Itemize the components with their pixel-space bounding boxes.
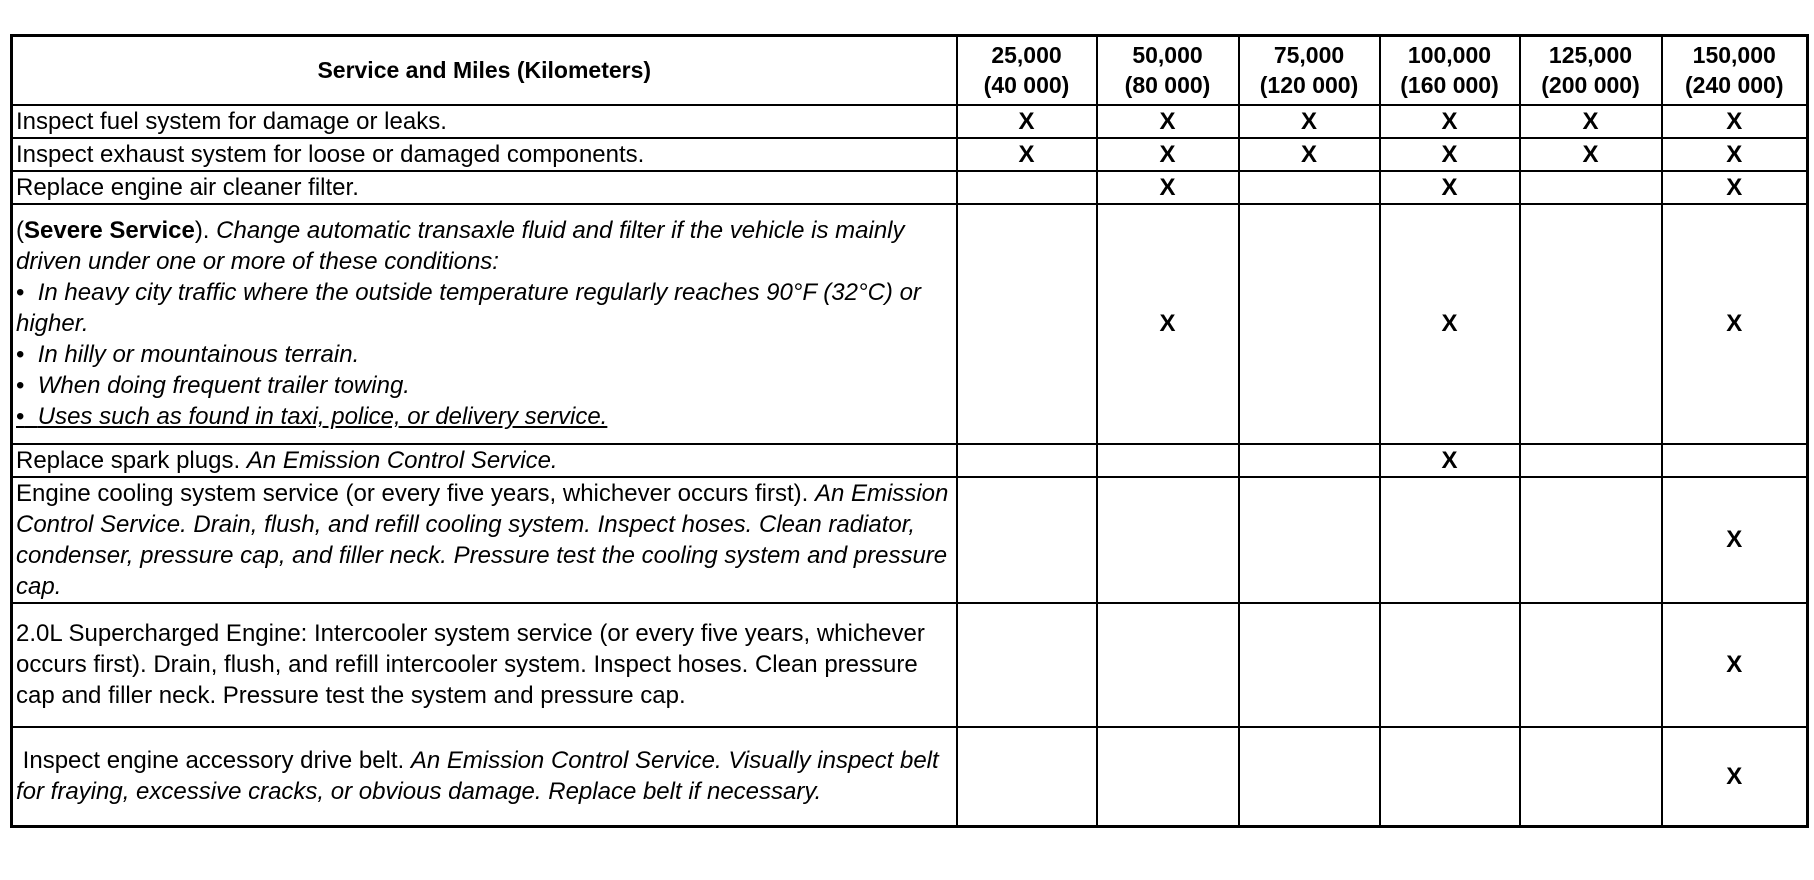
interval-mark: X (1662, 138, 1808, 171)
interval-mark (1239, 603, 1380, 727)
service-detail: An Emission Control Service. Visually inspect belt for fraying, excessive cracks, or obvious damage. Replace belt if necessary. (16, 747, 939, 806)
interval-mark (1662, 444, 1808, 477)
paren-open: ( (16, 217, 24, 244)
table-row (12, 105, 1808, 138)
interval-mark (1520, 727, 1662, 827)
service-description: Replace engine air cleaner filter. (12, 171, 957, 204)
interval-mark (1520, 603, 1662, 727)
interval-mark: X (1662, 204, 1808, 444)
interval-mark: X (957, 105, 1097, 138)
interval-km: (80 000) (1124, 72, 1211, 99)
interval-mark (1239, 444, 1380, 477)
interval-header (1662, 36, 1808, 105)
interval-miles: 50,000 (1132, 42, 1203, 69)
interval-mark (1520, 444, 1662, 477)
interval-mark (957, 444, 1097, 477)
interval-mark: X (1097, 204, 1239, 444)
interval-mark (957, 727, 1097, 827)
bullet-glyph: • (16, 403, 25, 430)
severe-service-label: Severe Service (24, 217, 195, 244)
interval-mark: X (1662, 727, 1808, 827)
header-row (12, 36, 1808, 105)
interval-header (957, 36, 1097, 105)
interval-km: (160 000) (1400, 72, 1499, 99)
table-row (12, 603, 1808, 727)
interval-mark (1097, 727, 1239, 827)
interval-miles: 75,000 (1273, 42, 1345, 69)
service-description (12, 477, 957, 603)
service-description (12, 444, 957, 477)
interval-mark: X (1662, 603, 1808, 727)
interval-mark: X (1380, 204, 1520, 444)
table-row (12, 171, 1808, 204)
service-description (12, 204, 957, 444)
interval-header (1097, 36, 1239, 105)
interval-km: (200 000) (1541, 72, 1640, 99)
condition-text: In hilly or mountainous terrain. (37, 341, 360, 368)
interval-mark (957, 171, 1097, 204)
interval-mark: X (1520, 138, 1662, 171)
interval-header (1239, 36, 1380, 105)
bullet-glyph: • (16, 279, 25, 306)
interval-km: (240 000) (1685, 72, 1784, 99)
condition-text: When doing frequent trailer towing. (37, 372, 410, 399)
table-row (12, 138, 1808, 171)
interval-mark (1520, 171, 1662, 204)
interval-mark (1097, 477, 1239, 603)
interval-mark: X (1662, 171, 1808, 204)
interval-miles: 125,000 (1548, 42, 1633, 69)
interval-mark: X (957, 138, 1097, 171)
service-description: Inspect exhaust system for loose or damaged components. (12, 138, 957, 171)
interval-mark (1380, 603, 1520, 727)
interval-mark (1239, 477, 1380, 603)
interval-mark: X (1380, 444, 1520, 477)
interval-mark: X (1380, 171, 1520, 204)
condition-text: In heavy city traffic where the outside temperature regularly reaches 90°F (32°C) or higher. (16, 279, 921, 337)
interval-mark: X (1097, 171, 1239, 204)
interval-mark: X (1662, 477, 1808, 603)
interval-header (1520, 36, 1662, 105)
service-detail: An Emission Control Service. Drain, flush, and refill cooling system. Inspect hoses. Clean radiator, condenser, pressure cap, and filler neck. Pressure test the cooling system and pressure cap. (16, 479, 949, 600)
interval-mark (957, 204, 1097, 444)
bullet-glyph: • (16, 341, 25, 368)
condition-bullet (16, 370, 953, 401)
interval-mark (1239, 171, 1380, 204)
condition-bullet (16, 401, 953, 432)
table-row (12, 477, 1808, 603)
interval-mark: X (1520, 105, 1662, 138)
condition-text: Uses such as found in taxi, police, or delivery service. (37, 403, 608, 430)
interval-mark: X (1239, 138, 1380, 171)
interval-km: (40 000) (983, 72, 1070, 99)
interval-mark: X (1097, 105, 1239, 138)
interval-mark (1239, 727, 1380, 827)
interval-mark (1097, 603, 1239, 727)
service-description: Inspect fuel system for damage or leaks. (12, 105, 957, 138)
interval-mark: X (1239, 105, 1380, 138)
interval-mark: X (1380, 138, 1520, 171)
service-column-header: Service and Miles (Kilometers) (12, 36, 957, 105)
interval-mark (957, 603, 1097, 727)
interval-mark (1097, 444, 1239, 477)
table-row (12, 727, 1808, 827)
service-text: Replace spark plugs. (16, 446, 241, 474)
service-description: 2.0L Supercharged Engine: Intercooler system service (or every five years, whichever occurs first). Drain, flush, and refill intercooler system. Inspect hoses. Clean pressure cap and filler neck. Pressure test the system and pressure cap. (12, 603, 957, 727)
interval-miles: 25,000 (991, 42, 1062, 69)
interval-mark (1520, 477, 1662, 603)
interval-mark (1520, 204, 1662, 444)
interval-miles: 100,000 (1407, 42, 1492, 69)
interval-mark (1239, 204, 1380, 444)
maintenance-schedule-table (10, 34, 1809, 828)
table-row (12, 444, 1808, 477)
service-description (12, 727, 957, 827)
service-text: Inspect engine accessory drive belt. (22, 747, 405, 775)
interval-mark: X (1662, 105, 1808, 138)
interval-miles: 150,000 (1692, 42, 1776, 69)
interval-mark (1380, 727, 1520, 827)
interval-km: (120 000) (1259, 72, 1359, 99)
service-detail: An Emission Control Service. (246, 446, 558, 474)
condition-bullet (16, 277, 953, 339)
interval-mark: X (1380, 105, 1520, 138)
interval-header (1380, 36, 1520, 105)
interval-mark (957, 477, 1097, 603)
table-row (12, 204, 1808, 444)
paren-close: ). (194, 217, 210, 244)
condition-bullet (16, 339, 953, 370)
interval-mark (1380, 477, 1520, 603)
bullet-glyph: • (16, 372, 25, 399)
interval-mark: X (1097, 138, 1239, 171)
service-detail: Change automatic transaxle fluid and filter if the vehicle is mainly driven under one or more of these conditions: (16, 217, 905, 275)
service-text: Engine cooling system service (or every five years, whichever occurs first). (16, 479, 809, 507)
